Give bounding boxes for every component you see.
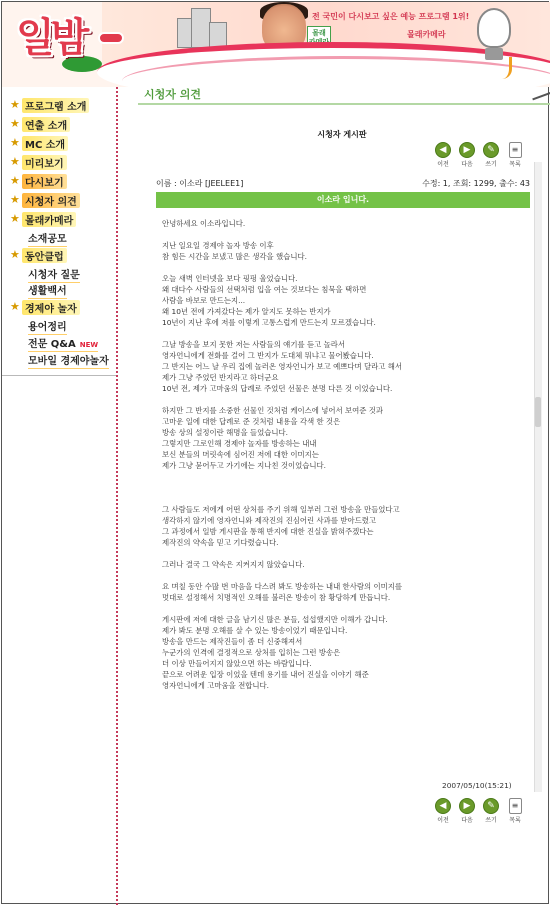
post-stats: 수정: 1, 조회: 1299, 출수: 43 <box>422 179 530 188</box>
scrollbar-thumb[interactable] <box>535 397 541 427</box>
next-button[interactable] <box>456 142 478 168</box>
star-icon: ★ <box>10 174 20 187</box>
post-body-line: 끝으로 어려운 입장 이었을 텐데 용기를 내어 진실을 이야기 해준 <box>162 670 369 679</box>
list-button[interactable] <box>504 142 526 168</box>
sidebar-item-label: 미리보기 <box>22 155 67 170</box>
star-icon: ★ <box>10 98 20 111</box>
prev-label: 이전 <box>437 161 449 168</box>
post-body-line: 그러나 결국 그 약속은 지켜지지 않았습니다. <box>162 560 305 569</box>
post-body-line: 보신 분들의 머릿속에 심어진 저에 대한 이미지는 <box>162 450 319 459</box>
post-body-line: 사람을 바보로 만드는지... <box>162 296 246 305</box>
star-icon: ★ <box>10 136 20 149</box>
logo-text: 일밤 <box>16 15 86 61</box>
arrow-right-icon: ▶ <box>459 798 475 814</box>
post-nav-bottom <box>432 798 532 824</box>
sidebar-item-director[interactable] <box>10 116 106 132</box>
sidebar-item-hidden-camera[interactable] <box>10 211 106 227</box>
sidebar-item-label: 동안클럽 <box>22 248 67 263</box>
arrow-right-icon: ▶ <box>459 142 475 158</box>
list-button[interactable] <box>504 798 526 824</box>
post-body-line: 하지만 그 반지를 소중한 선물인 것처럼 케이스에 넣어서 보여준 것과 <box>162 406 384 415</box>
list-icon: ≡ <box>509 798 522 814</box>
sidebar-subitem-expert-qa[interactable] <box>28 335 98 352</box>
post-body-line: 10년 전, 제가 고마움의 답례로 주었던 선물은 분명 다른 것 이었습니다. <box>162 384 393 393</box>
list-label: 목록 <box>509 161 521 168</box>
post-body-line: 영자언니에게 전화를 걸어 그 반지가 도대체 뭐냐고 물어봤습니다. <box>162 351 374 360</box>
post-body-line: 고마운 일에 대한 답례로 준 것처럼 내용을 각색 한 것은 <box>162 417 341 426</box>
page-frame <box>1 1 549 904</box>
arrow-left-icon: ◀ <box>435 142 451 158</box>
page-title: 시청자 의견 <box>144 88 201 101</box>
header-banner <box>2 2 550 87</box>
post-body-line: 생각하지 않기에 영자언니와 제작진의 진심어린 사과를 받아드렸고 <box>162 516 377 525</box>
sidebar-item-label: 몰래카메라 <box>22 212 76 227</box>
sidebar-item-label: 다시보기 <box>22 174 67 189</box>
post-body-line: 제가 봐도 분명 오해를 살 수 있는 방송이었기 때문입니다. <box>162 626 348 635</box>
camera-sign: 몰래 <box>307 26 331 62</box>
next-label: 다음 <box>461 817 473 824</box>
write-button[interactable] <box>480 142 502 168</box>
title-underline <box>138 103 550 105</box>
arrow-left-icon: ◀ <box>435 798 451 814</box>
vertical-divider <box>116 87 120 905</box>
post-body-line <box>162 493 492 504</box>
star-icon: ★ <box>10 155 20 168</box>
next-button[interactable] <box>456 798 478 824</box>
post-body-line <box>162 482 492 493</box>
sidebar-item-young-club[interactable] <box>10 247 106 263</box>
list-icon: ≡ <box>509 142 522 158</box>
sidebar-subitem-life-guide[interactable]: 생활백서 <box>28 282 67 299</box>
post-body-line: 영자언니에게 고마움을 전합니다. <box>162 681 270 690</box>
site-logo[interactable] <box>12 6 120 76</box>
post-body-line <box>162 229 492 240</box>
sidebar-item-replay[interactable] <box>10 173 106 189</box>
sidebar-item-label: 연출 소개 <box>22 117 70 132</box>
sidebar-subitem-label: 전문 Q&A <box>28 339 76 350</box>
author-name: 이름 : 이소라 [JEELEE1] <box>156 179 244 188</box>
header-tagline: 전 국민이 다시보고 싶은 예능 프로그램 1위! <box>312 12 470 21</box>
star-icon: ★ <box>10 248 20 261</box>
sidebar-item-preview[interactable] <box>10 154 106 170</box>
post-body-line: 방송 상의 설정이란 해명을 들었습니다. <box>162 428 288 437</box>
sidebar-subitem-glossary[interactable]: 용어정리 <box>28 318 67 335</box>
post-body-line: 제가 그냥 주었던 반지라고 하더군요 <box>162 373 279 382</box>
post-body-line: 그 과정에서 일밤 게시판을 통해 반지에 대한 진실을 밝혀주겠다는 <box>162 527 374 536</box>
star-icon: ★ <box>10 117 20 130</box>
sidebar-item-label: 경제야 놀자 <box>22 300 80 315</box>
sidebar-item-program[interactable] <box>10 97 106 113</box>
sidebar-item-label: MC 소개 <box>22 136 68 151</box>
list-label: 목록 <box>509 817 521 824</box>
board-title: 시청자 게시판 <box>317 130 367 139</box>
post-body-line: 안녕하세요 이소라입니다. <box>162 219 246 228</box>
post-body-line <box>162 603 492 614</box>
sidebar-item-label: 시청자 의견 <box>22 193 80 208</box>
post-body-line: 멋대로 설정해서 치명적인 오해를 불러온 방송이 참 황당하게 만듭니다. <box>162 593 391 602</box>
lightbulb-base <box>485 48 503 60</box>
decorative-line <box>532 92 550 101</box>
prev-button[interactable] <box>432 142 454 168</box>
post-body-line: 왜 대다수 사람들의 선택처럼 입을 여는 것보다는 침묵을 택하면 <box>162 285 367 294</box>
post-body-line <box>162 548 492 559</box>
post-body-line <box>162 328 492 339</box>
next-label: 다음 <box>461 161 473 168</box>
header-subtitle: 몰래카메라 <box>407 30 446 39</box>
post-body-line: 누군가의 인격에 결정적으로 상처를 입히는 그런 방송은 <box>162 648 341 657</box>
post-body <box>162 218 492 691</box>
write-label: 쓰기 <box>485 161 497 168</box>
sidebar-divider <box>2 375 116 381</box>
star-icon: ★ <box>10 193 20 206</box>
star-icon: ★ <box>10 212 20 225</box>
post-body-line <box>162 471 492 482</box>
sidebar-nav <box>2 87 116 375</box>
post-title: 이소라 입니다. <box>156 192 530 208</box>
post-body-line: 그렇지만 그로인해 경제야 놀자를 방송하는 내내 <box>162 439 317 448</box>
write-label: 쓰기 <box>485 817 497 824</box>
post-body-line: 지난 일요일 경제야 놀자 방송 이후 <box>162 241 274 250</box>
sidebar-subitem-viewer-questions[interactable]: 시청자 질문 <box>28 266 80 283</box>
post-body-line: 그 반지는 어느 날 우리 집에 놀러온 영자언니가 보고 예쁘다며 달라고 해서 <box>162 362 403 371</box>
sidebar-item-label: 프로그램 소개 <box>22 98 89 113</box>
lightbulb-icon <box>477 8 511 48</box>
post-body-line: 오늘 새벽 인터넷을 보다 핑펑 울었습니다. <box>162 274 298 283</box>
post-body-line: 제가 그냥 묻어두고 가기에는 지나친 것이었습니다. <box>162 461 327 470</box>
post-date: 2007/05/10(15:21) <box>442 781 512 790</box>
sidebar-subitem-mobile-economy[interactable]: 모바일 경제야놀자 <box>28 352 109 369</box>
new-badge: NEW <box>79 341 99 349</box>
post-body-line <box>162 262 492 273</box>
post-body-line: 방송을 만드는 제작진들이 좀 더 신중해져서 <box>162 637 303 646</box>
post-body-line: 참 힘든 시간을 보냈고 많은 생각을 했습니다. <box>162 252 307 261</box>
post-body-line: 더 이상 만들어지지 않았으면 하는 바람입니다. <box>162 659 312 668</box>
post-body-line <box>162 394 492 405</box>
post-body-line: 그날 방송을 보지 못한 저는 사람들의 얘기를 듣고 놀라서 <box>162 340 346 349</box>
post-body-line: 10년이 지난 후에 저를 이렇게 고통스럽게 만드는지 모르겠습니다. <box>162 318 376 327</box>
sidebar-subitem-topic-submit[interactable]: 소재공모 <box>28 230 67 247</box>
write-button[interactable] <box>480 798 502 824</box>
post-body-line: 그 사람들도 저에게 어떤 상처를 주기 위해 일부러 그런 방송을 만들었다고 <box>162 505 400 514</box>
sidebar-item-viewer-opinion[interactable] <box>10 192 106 208</box>
prev-button[interactable] <box>432 798 454 824</box>
prev-label: 이전 <box>437 817 449 824</box>
pencil-icon: ✎ <box>483 798 499 814</box>
post-body-line: 왜 10년 전에 가져갔다는 제가 알지도 못하는 반지가 <box>162 307 331 316</box>
post-body-line <box>162 570 492 581</box>
sidebar-item-economy[interactable] <box>10 299 106 315</box>
sidebar-item-mc[interactable] <box>10 135 106 151</box>
post-body-line: 게시판에 저에 대한 글을 남기신 많은 분들, 섭섭했지만 이해가 갑니다. <box>162 615 388 624</box>
star-icon: ★ <box>10 300 20 313</box>
post-body-line: 제작진의 약속을 믿고 기다렸습니다. <box>162 538 279 547</box>
post-nav-top <box>432 142 532 168</box>
pencil-icon: ✎ <box>483 142 499 158</box>
scrollbar[interactable] <box>534 162 542 792</box>
post-body-line: 요 며칠 동안 수많 번 마음을 다스려 봐도 방송하는 내내 한사람의 이미지를 <box>162 582 403 591</box>
buildings-illustration <box>177 6 237 48</box>
logo-pill <box>98 32 124 44</box>
